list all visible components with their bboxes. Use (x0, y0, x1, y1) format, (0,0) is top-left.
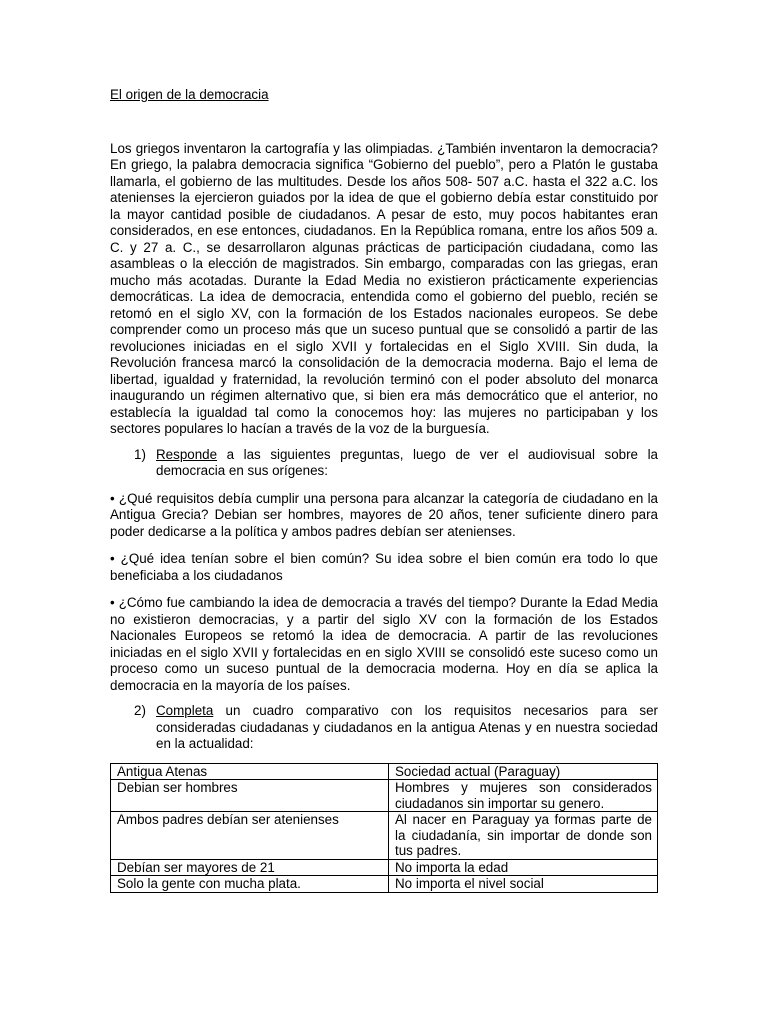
document-page (110, 80, 658, 893)
table-header-row (111, 763, 658, 780)
qa-item-requisitos: • ¿Qué requisitos debía cumplir una persona para alcanzar la categoría de ciudadano en la Antigua Grecia? Debian ser hombres, mayores de 20 años, tener suficiente dinero para poder dedicarse a la política y ambos padres debían ser atenienses. (110, 490, 658, 539)
table-cell: No importa el nivel social (389, 876, 658, 893)
table-row (111, 876, 658, 893)
intro-paragraph: Los griegos inventaron la cartografía y las olimpiadas. ¿También inventaron la democracia? En griego, la palabra democracia significa “Gobierno del pueblo”, pero a Platón le gustaba llamarla, el gobierno de las multitudes. Desde los años 508- 507 a.C. hasta el 322 a.C. los atenienses la ejercieron guiados por la idea de que el gobierno debía estar constituido por la mayor cantidad posible de ciudadanos. A pesar de esto, muy pocos habitantes eran considerados, en ese entonces, ciudadanos. En la República romana, entre los años 509 a. C. y 27 a. C., se desarrollaron algunas prácticas de participación ciudadana, como las asambleas o la elección de magistrados. Sin embargo, comparadas con las griegas, eran mucho más acotadas. Durante la Edad Media no existieron prácticamente experiencias democráticas. La idea de democracia, entendida como el gobierno del pueblo, recién se retomó en el siglo XV, con la formación de los Estados nacionales europeos. Se debe comprender como un proceso más que un suceso puntual que se consolidó a partir de las revoluciones iniciadas en el siglo XVII y fortalecidas en el Siglo XVIII. Sin duda, la Revolución francesa marcó la consolidación de la democracia moderna. Bajo el lema de libertad, igualdad y fraternidad, la revolución terminó con el poder absoluto del monarca inaugurando un régimen alternativo que, si bien era más democrático que el anterior, no establecía la igualdad tal como la conocemos hoy: las mujeres no participaban y los sectores populares lo hacían a través de la voz de la burguesía. (110, 140, 658, 436)
question-2-number: 2) (134, 703, 146, 718)
qa-item-bien-comun: • ¿Qué idea tenían sobre el bien común? Su idea sobre el bien común era todo lo que beneficiaba a los ciudadanos (110, 551, 658, 583)
document-title: El origen de la democracia (110, 87, 269, 102)
table-header-cell: Antigua Atenas (111, 763, 389, 780)
question-2-text: un cuadro comparativo con los requisitos necesarios para ser consideradas ciudadanas y ciudadanos en la antigua Atenas y en nuestra sociedad en la actualidad: (156, 703, 658, 751)
table-header-cell: Sociedad actual (Paraguay) (389, 763, 658, 780)
table-cell: Debían ser mayores de 21 (111, 859, 389, 876)
table-row (111, 780, 658, 812)
question-1-number: 1) (134, 446, 146, 462)
question-1-verb: Responde (156, 446, 218, 462)
table-cell: Ambos padres debían ser atenienses (111, 812, 389, 860)
comparison-table (110, 763, 658, 893)
question-1 (110, 447, 658, 480)
table-row (111, 812, 658, 860)
table-cell: Hombres y mujeres son considerados ciudadanos sin importar su genero. (389, 780, 658, 812)
table-cell: Solo la gente con mucha plata. (111, 876, 389, 893)
question-1-text: a las siguientes preguntas, luego de ver el audiovisual sobre la democracia en sus orígenes: (156, 446, 658, 478)
table-row (111, 859, 658, 876)
question-2-verb: Completa (156, 703, 214, 718)
table-cell: Debian ser hombres (111, 780, 389, 812)
table-cell: Al nacer en Paraguay ya formas parte de la ciudadanía, sin importar de donde son tus padres. (389, 812, 658, 860)
question-2 (110, 703, 658, 753)
table-cell: No importa la edad (389, 859, 658, 876)
qa-item-cambio-democracia: • ¿Cómo fue cambiando la idea de democracia a través del tiempo? Durante la Edad Media no existieron democracias, y a partir del siglo XV con la formación de los Estados Nacionales Europeos se retomó la idea de democracia. A partir de las revoluciones iniciadas en el siglo XVII y fortalecidas en en siglo XVIII se consolidó este suceso como un proceso como un suceso puntual de la democracia moderna. Hoy en día se aplica la democracia en la mayoría de los países. (110, 595, 658, 693)
